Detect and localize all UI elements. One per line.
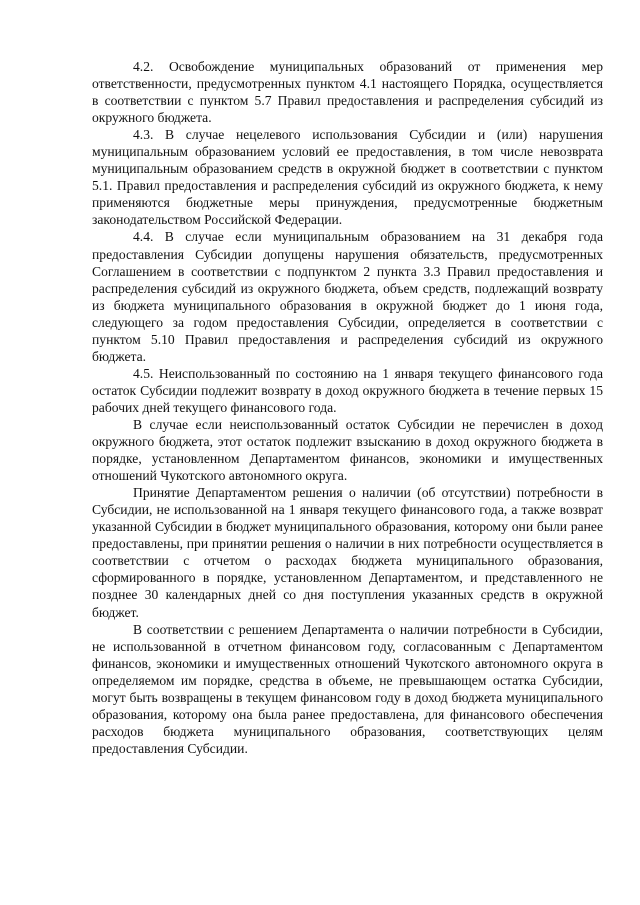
paragraph-4-5: 4.5. Неиспользованный по состоянию на 1 января текущего финансового года остаток Субсидии подлежит возврату в доход окружного бюджета в течение первых 15 рабочих дней текущего финансового года. [92,365,603,415]
paragraph-department-decision: Принятие Департаментом решения о наличии (об отсутствии) потребности в Субсидии, не использованной на 1 января текущего финансового года, а также возврат указанной Субсидии в бюджет муниципального образования, которому они были ранее предоставлены, при принятии решения о наличии в них потребности осуществляется в соответствии с отчетом о расходах бюджета муниципального образования, сформированного в порядке, установленном Департаментом, и представленного не позднее 30 календарных дней со дня поступления указанных средств в окружной бюджет. [92,485,603,620]
paragraph-4-4: 4.4. В случае если муниципальным образованием на 31 декабря года предоставления Субсидии допущены нарушения обязательств, предусмотренных Соглашением в соответствии с подпунктом 2 пункта 3.3 Правил предоставления и распределения субсидий из окружного бюджета, объем средств, подлежащий возврату из бюджета муниципального образования в окружной бюджет до 1 июня года, следующего за годом предоставления Субсидии, определяется в соответствии с пунктом 5.10 Правил предоставления и распределения субсидий из окружного бюджета. [92,229,603,364]
paragraph-unpaid-balance: В случае если неиспользованный остаток Субсидии не перечислен в доход окружного бюджета, этот остаток подлежит взысканию в доход окружного бюджета в порядке, установленном Департаментом финансов, экономики и имущественных отношений Чукотского автономного округа. [92,416,603,484]
paragraph-return-of-funds: В соответствии с решением Департамента о наличии потребности в Субсидии, не использованной в отчетном финансовом году, согласованным с Департаментом финансов, экономики и имущественных отношений Чукотского автономного округа в определяемом им порядке, средства в объеме, не превышающем остатка Субсидии, могут быть возвращены в текущем финансовом году в доход бюджета муниципального образования, которому она была ранее предоставлена, для финансового обеспечения расходов бюджета муниципального образования, соответствующих целям предоставления Субсидии. [92,621,603,756]
paragraph-4-3: 4.3. В случае нецелевого использования Субсидии и (или) нарушения муниципальным образованием условий ее предоставления, в том числе невозврата муниципальным образованием средств в окружной бюджет в соответствии с пунктом 5.1. Правил предоставления и распределения субсидий из окружного бюджета, к нему применяются бюджетные меры принуждения, предусмотренные бюджетным законодательством Российской Федерации. [92,127,603,228]
document-body [92,58,603,757]
paragraph-4-2: 4.2. Освобождение муниципальных образований от применения мер ответственности, предусмотренных пунктом 4.1 настоящего Порядка, осуществляется в соответствии с пунктом 5.7 Правил предоставления и распределения субсидий из окружного бюджета. [92,59,603,126]
